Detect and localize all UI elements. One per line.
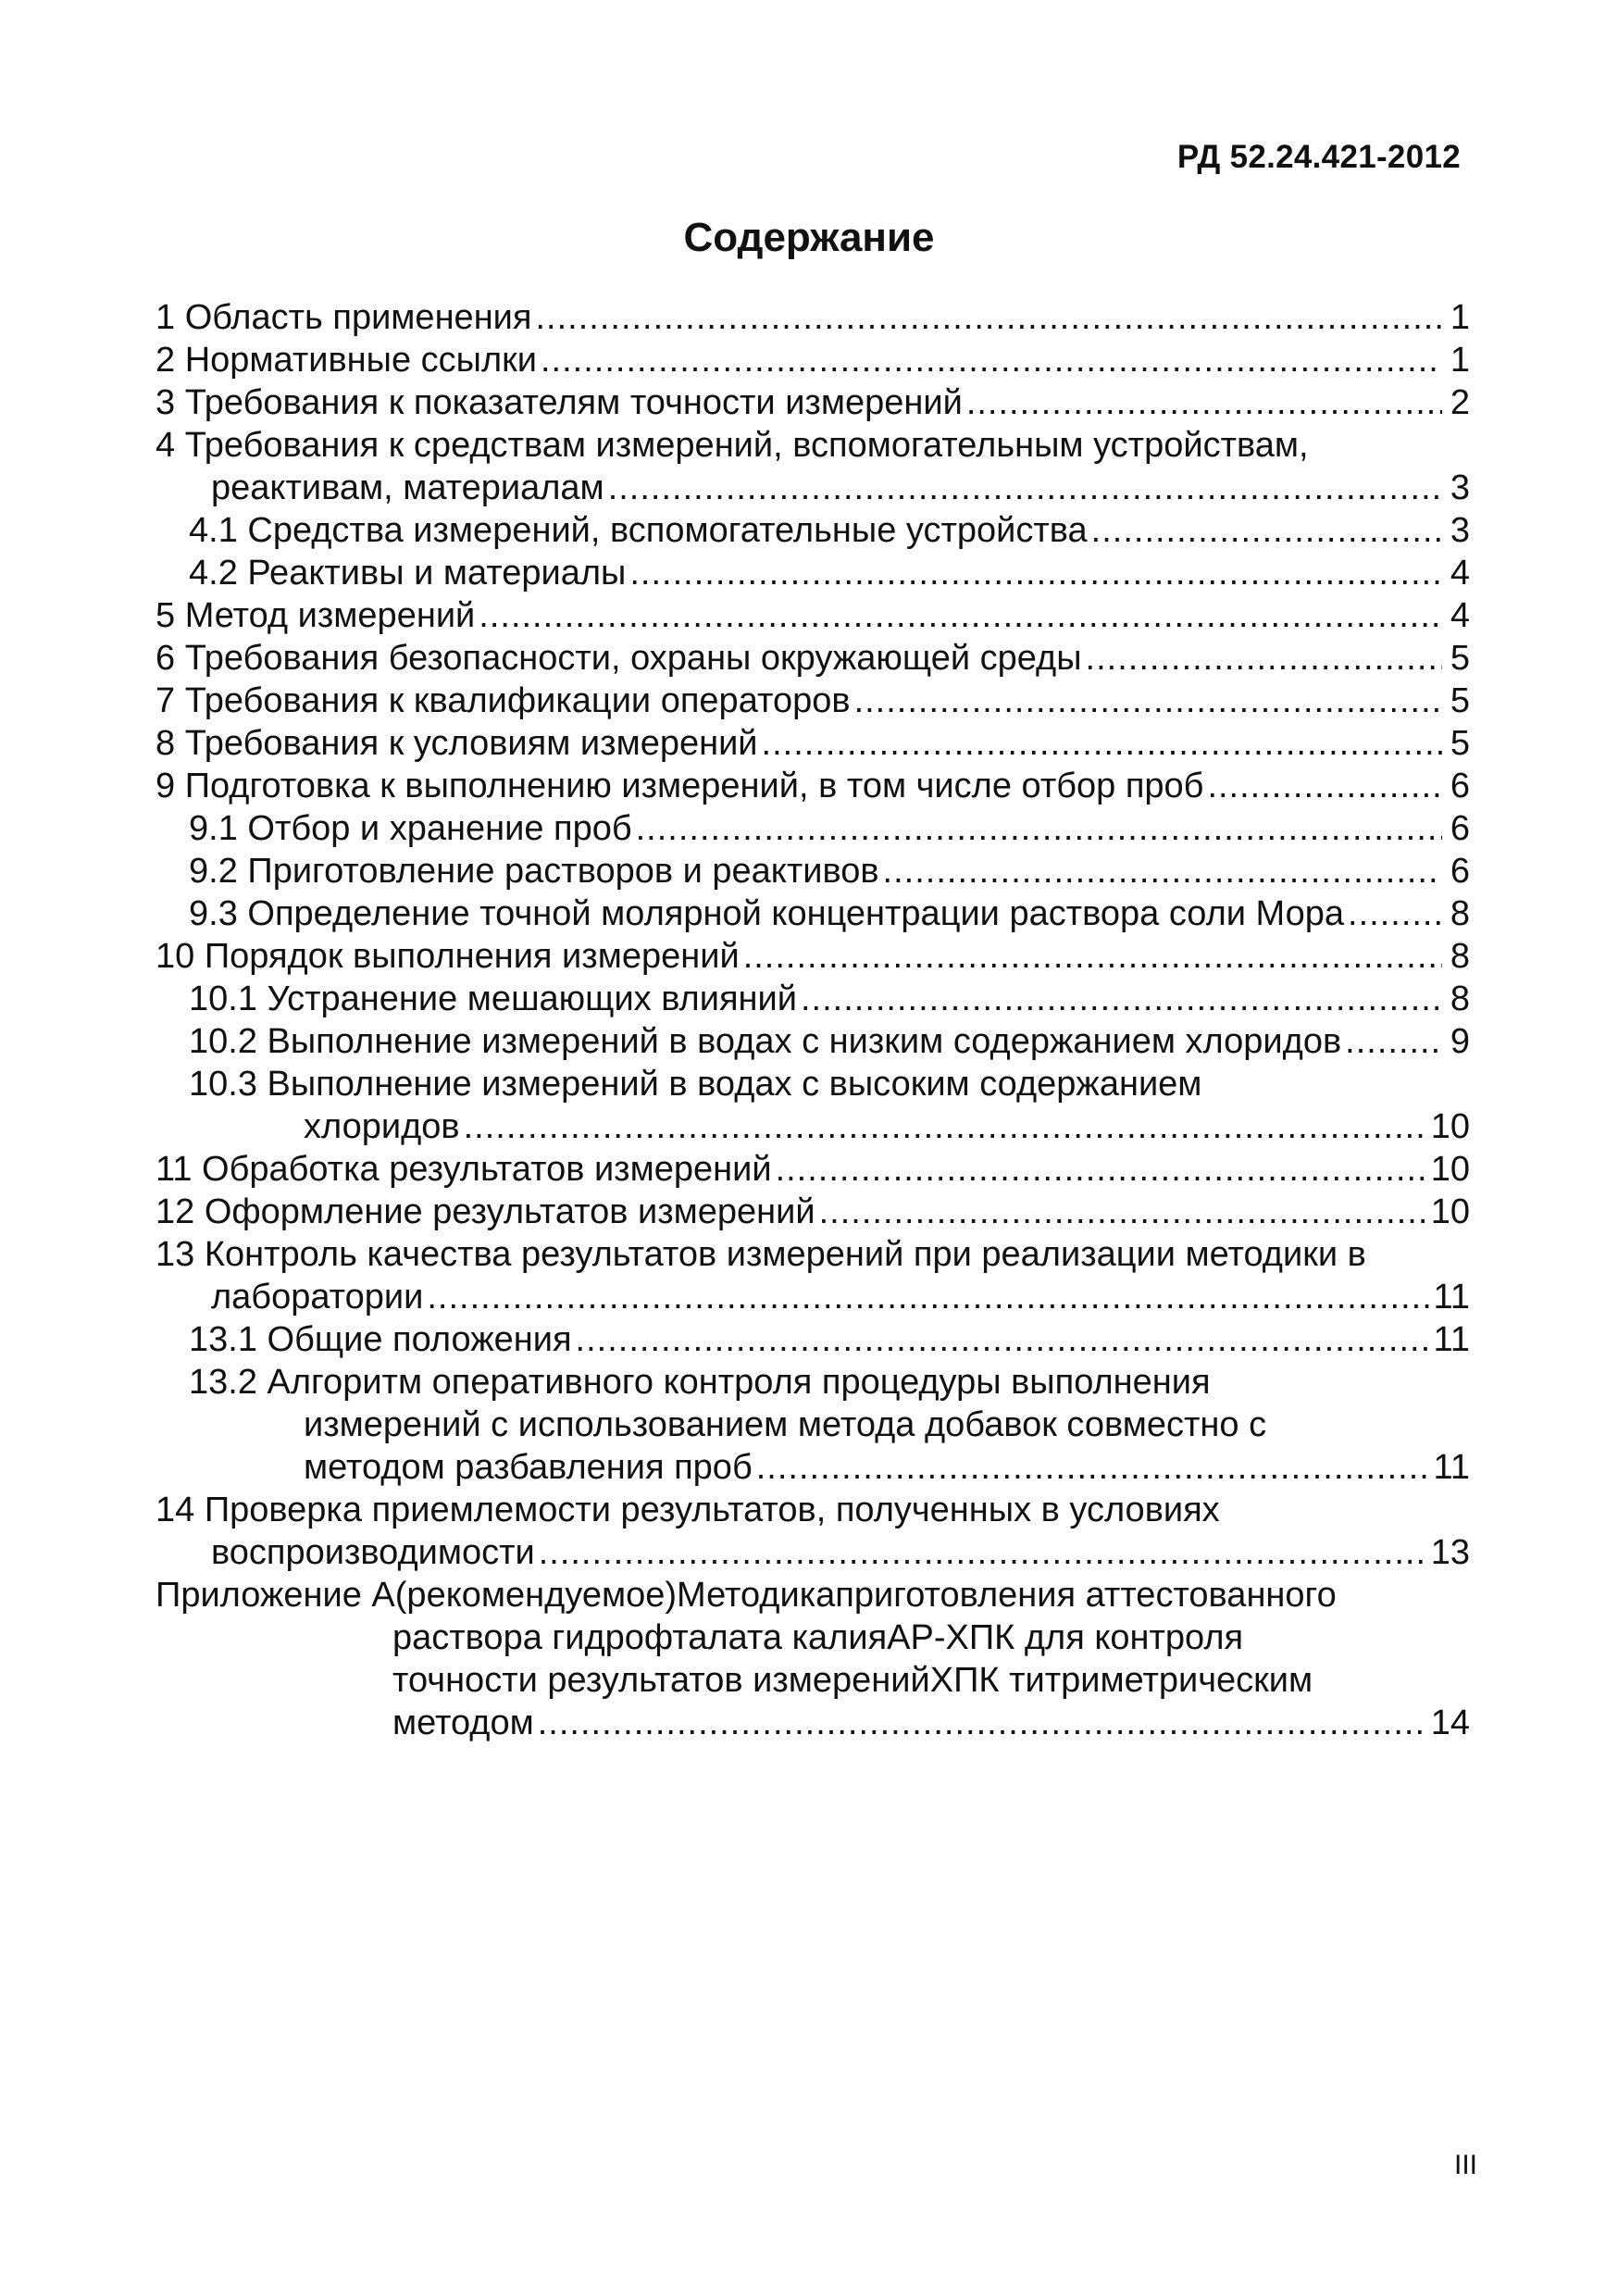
toc-entry-13[interactable] bbox=[156, 1233, 1470, 1318]
toc-entry-text: методом bbox=[392, 1703, 534, 1742]
toc-page-number: 3 bbox=[1450, 468, 1470, 507]
toc-entry-14[interactable] bbox=[156, 1489, 1470, 1574]
toc-entry-appendix-a[interactable] bbox=[156, 1574, 1470, 1744]
toc-page-number: 6 bbox=[1450, 809, 1470, 848]
toc-entry-text: 13.1 Общие положения bbox=[189, 1320, 572, 1359]
toc-entry-9-3[interactable] bbox=[156, 892, 1470, 935]
toc-entry-10-2[interactable] bbox=[156, 1020, 1470, 1063]
dot-leader bbox=[535, 296, 1442, 339]
toc-entry-4[interactable] bbox=[156, 424, 1470, 509]
toc-page-number: 10 bbox=[1430, 1107, 1470, 1146]
toc-page-number: 9 bbox=[1450, 1022, 1470, 1061]
dot-leader bbox=[479, 594, 1442, 637]
dot-leader bbox=[541, 339, 1442, 381]
toc-entry-text: 1 Область применения bbox=[156, 298, 532, 337]
toc-page-number: 11 bbox=[1433, 1320, 1470, 1359]
toc-page-number: 5 bbox=[1450, 681, 1470, 720]
toc-entry-text: реактивам, материалам bbox=[211, 468, 604, 507]
dot-leader bbox=[1207, 765, 1442, 807]
toc-entry-text: лаборатории bbox=[211, 1278, 424, 1316]
toc-page-number: 14 bbox=[1430, 1703, 1470, 1742]
toc-entry-8[interactable] bbox=[156, 722, 1470, 765]
dot-leader bbox=[1086, 637, 1442, 680]
toc-entry-10[interactable] bbox=[156, 935, 1470, 978]
toc-entry-text: 7 Требования к квалификации операторов bbox=[156, 681, 851, 720]
dot-leader bbox=[427, 1276, 1429, 1318]
dot-leader bbox=[854, 680, 1442, 722]
dot-leader bbox=[608, 467, 1442, 509]
toc-entry-text: 9.2 Приготовление растворов и реактивов bbox=[189, 852, 879, 891]
dot-leader bbox=[801, 978, 1442, 1020]
toc-entry-text: 5 Метод измерений bbox=[156, 596, 476, 635]
toc-entry-text: 10.2 Выполнение измерений в водах с низким содержанием хлоридов bbox=[189, 1022, 1342, 1061]
toc-entry-9[interactable] bbox=[156, 765, 1470, 807]
dot-leader bbox=[576, 1318, 1430, 1361]
toc-page-number: 4 bbox=[1450, 596, 1470, 635]
toc-entry-text: 9.3 Определение точной молярной концентрации раствора соли Мора bbox=[189, 894, 1345, 933]
toc-entry-text: 10 Порядок выполнения измерений bbox=[156, 937, 740, 976]
dot-leader bbox=[1348, 892, 1442, 935]
toc-entry-line: точности результатов измеренийХПК титриметрическим bbox=[392, 1661, 1313, 1700]
dot-leader bbox=[966, 381, 1442, 424]
dot-leader bbox=[538, 1702, 1427, 1744]
dot-leader bbox=[819, 1191, 1427, 1233]
toc-page-number: 6 bbox=[1450, 852, 1470, 891]
toc-entry-text: 9.1 Отбор и хранение проб bbox=[189, 809, 632, 848]
toc-page-number: 11 bbox=[1433, 1448, 1470, 1487]
page-number: III bbox=[1453, 2150, 1477, 2180]
dot-leader bbox=[636, 807, 1442, 850]
toc-entry-line: измерений с использованием метода добавок совместно с bbox=[304, 1405, 1267, 1444]
dot-leader bbox=[1091, 509, 1442, 552]
toc-entry-9-1[interactable] bbox=[156, 807, 1470, 850]
dot-leader bbox=[629, 552, 1442, 594]
toc-page-number: 8 bbox=[1450, 980, 1470, 1018]
toc-entry-text: 8 Требования к условиям измерений bbox=[156, 724, 758, 763]
toc-entry-line: раствора гидрофталата калияАР-ХПК для контроля bbox=[392, 1618, 1244, 1657]
document-code: РД 52.24.421-2012 bbox=[1176, 139, 1461, 175]
toc-entry-3[interactable] bbox=[156, 381, 1470, 424]
toc-entry-13-2[interactable] bbox=[156, 1361, 1470, 1489]
toc-entry-text: 3 Требования к показателям точности измерений bbox=[156, 383, 963, 422]
toc-page-number: 8 bbox=[1450, 894, 1470, 933]
dot-leader bbox=[762, 722, 1442, 765]
toc-entry-9-2[interactable] bbox=[156, 850, 1470, 892]
dot-leader bbox=[883, 850, 1442, 892]
toc-entry-1[interactable] bbox=[156, 296, 1470, 339]
toc-page-number: 5 bbox=[1450, 724, 1470, 763]
toc-entry-text: 4.1 Средства измерений, вспомогательные устройства bbox=[189, 511, 1088, 550]
toc-entry-7[interactable] bbox=[156, 680, 1470, 722]
toc-entry-text: 11 Обработка результатов измерений bbox=[156, 1150, 772, 1189]
toc-entry-5[interactable] bbox=[156, 594, 1470, 637]
toc-page-number: 1 bbox=[1450, 341, 1470, 380]
toc-entry-11[interactable] bbox=[156, 1148, 1470, 1191]
toc-entry-text: 2 Нормативные ссылки bbox=[156, 341, 537, 380]
toc-page-number: 10 bbox=[1430, 1150, 1470, 1189]
toc-entry-text: 12 Оформление результатов измерений bbox=[156, 1192, 815, 1231]
toc-page-number: 11 bbox=[1433, 1278, 1470, 1316]
dot-leader bbox=[539, 1531, 1427, 1574]
dot-leader bbox=[743, 935, 1442, 978]
toc-entry-line: 4 Требования к средствам измерений, вспомогательным устройствам, bbox=[156, 426, 1309, 465]
toc-entry-text: хлоридов bbox=[304, 1107, 460, 1146]
toc-page-number: 8 bbox=[1450, 937, 1470, 976]
toc-page-number: 1 bbox=[1450, 298, 1470, 337]
dot-leader bbox=[1345, 1020, 1442, 1063]
dot-leader bbox=[776, 1148, 1427, 1191]
toc-entry-4-2[interactable] bbox=[156, 552, 1470, 594]
toc-entry-line: 14 Проверка приемлемости результатов, полученных в условиях bbox=[156, 1491, 1220, 1529]
page-title: Содержание bbox=[683, 215, 935, 260]
toc-entry-text: воспроизводимости bbox=[211, 1533, 535, 1572]
toc-page-number: 2 bbox=[1450, 383, 1470, 422]
toc-entry-text: методом разбавления проб bbox=[304, 1448, 753, 1487]
toc-entry-text: 4.2 Реактивы и материалы bbox=[189, 554, 627, 593]
toc-page-number: 10 bbox=[1430, 1192, 1470, 1231]
toc-entry-line: 13.2 Алгоритм оперативного контроля процедуры выполнения bbox=[189, 1363, 1211, 1402]
toc-entry-text: 6 Требования безопасности, охраны окружающей среды bbox=[156, 639, 1082, 678]
toc-page-number: 4 bbox=[1450, 554, 1470, 593]
toc-page-number: 6 bbox=[1450, 767, 1470, 805]
toc-entry-line: Приложение А(рекомендуемое)Методикаприготовления аттестованного bbox=[156, 1576, 1337, 1615]
toc-entry-text: 10.1 Устранение мешающих влияний bbox=[189, 980, 797, 1018]
toc-page-number: 3 bbox=[1450, 511, 1470, 550]
toc-entry-12[interactable] bbox=[156, 1191, 1470, 1233]
toc-entry-text: 9 Подготовка к выполнению измерений, в том числе отбор проб bbox=[156, 767, 1204, 805]
toc-entry-6[interactable] bbox=[156, 637, 1470, 680]
toc-entry-10-1[interactable] bbox=[156, 978, 1470, 1020]
table-of-contents bbox=[156, 296, 1470, 1744]
toc-entry-line: 10.3 Выполнение измерений в водах с высоким содержанием bbox=[189, 1065, 1202, 1104]
toc-page-number: 5 bbox=[1450, 639, 1470, 678]
dot-leader bbox=[464, 1105, 1427, 1148]
toc-entry-2[interactable] bbox=[156, 339, 1470, 381]
toc-entry-4-1[interactable] bbox=[156, 509, 1470, 552]
toc-entry-13-1[interactable] bbox=[156, 1318, 1470, 1361]
toc-entry-10-3[interactable] bbox=[156, 1063, 1470, 1148]
dot-leader bbox=[756, 1446, 1430, 1489]
toc-page-number: 13 bbox=[1430, 1533, 1470, 1572]
toc-entry-line: 13 Контроль качества результатов измерений при реализации методики в bbox=[156, 1235, 1366, 1274]
